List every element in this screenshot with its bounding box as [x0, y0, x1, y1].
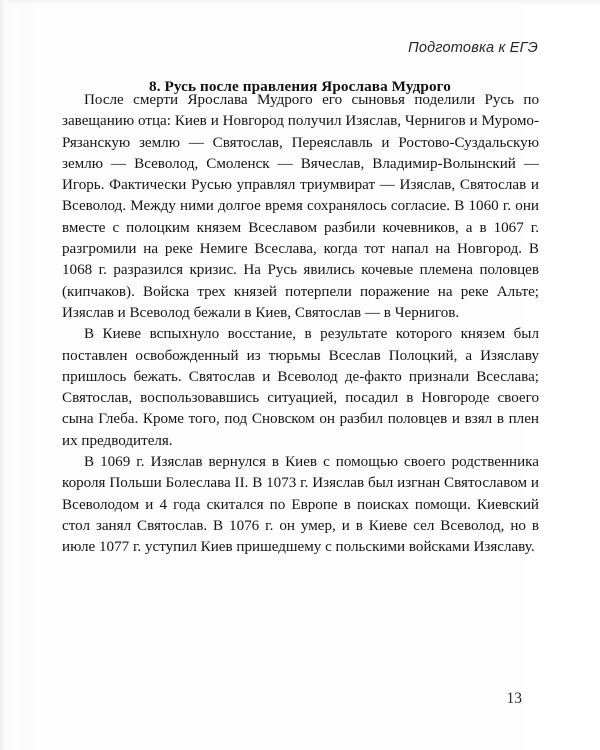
page-number: 13 [506, 690, 522, 707]
scan-edge-top [0, 0, 600, 5]
paragraph: В 1069 г. Изяслав вернулся в Киев с помощью своего родственника короля Польши Болеслава II. В 1073 г. Изяслав был изгнан Святославом и Всеволодом и 4 года скитался по Европе в поисках помощи. Киевский стол занял Святослав. В 1076 г. он умер, и в Киеве сел Всеволод, но в июле 1077 г. уступил Киев пришедшему с польскими войсками Изяславу. [62, 454, 539, 556]
paragraph: В Киеве вспыхнуло восстание, в результате которого князем был поставлен освобожденный из тюрьмы Всеслав Полоцкий, а Изяславу пришлось бежать. Святослав и Всеволод де-факто признали Всеслава; Святослав, воспользовавшись ситуацией, посадил в Новгороде своего сына Глеба. Кроме того, под Сновском он разбил половцев и взял в плен их предводителя. [62, 326, 539, 449]
body-text [62, 90, 539, 559]
scan-edge-left [0, 0, 7, 750]
running-head: Подготовка к ЕГЭ [408, 40, 538, 56]
paragraph: После смерти Ярослава Мудрого его сыновья поделили Русь по завещанию отца: Киев и Новгород получил Изяслав, Чернигов и Муромо-Рязанскую землю — Святослав, Переяславль и Ростово-Суздальскую землю — Всеволод, Смоленск — Вячеслав, Владимир-Волынский — Игорь. Фактически Русью управлял триумвират — Изяслав, Святослав и Всеволод. Между ними долгое время сохранялось согласие. В 1060 г. они вместе с полоцким князем Всеславом разбили кочевников, а в 1067 г. разгромили на реке Немиге Всеслава, когда тот напал на Новгород. В 1068 г. разразился кризис. На Русь явились кочевые племена половцев (кипчаков). Войска трех князей потерпели поражение на реке Альте; Изяслав и Всеволод бежали в Киев, Святослав — в Чернигов. [62, 92, 539, 321]
page-title: 8. Русь после правления Ярослава Мудрого [149, 78, 451, 96]
